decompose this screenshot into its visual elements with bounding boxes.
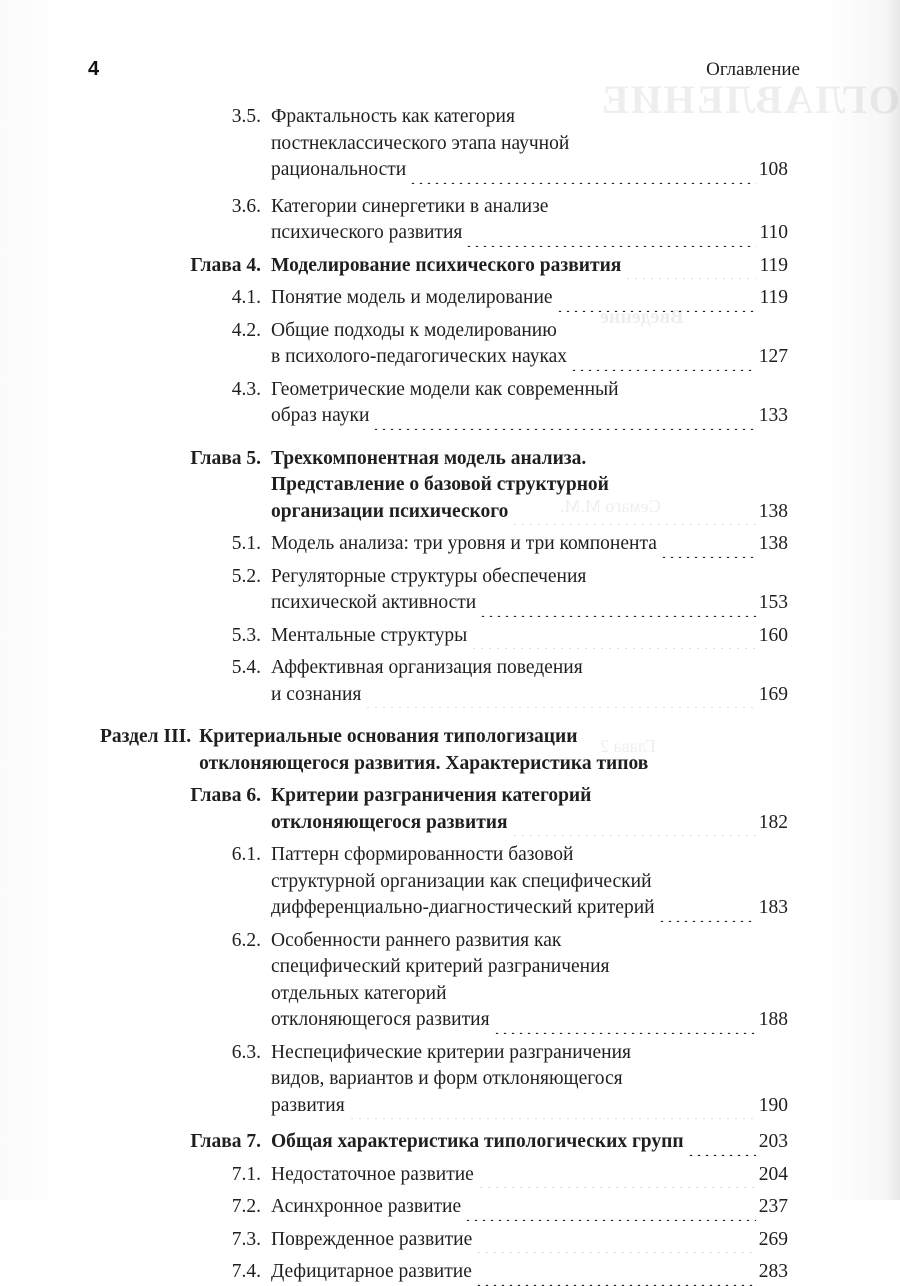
dot-leader [477,1169,756,1189]
entry-number: Глава 6. [190,785,261,806]
page-header [88,58,800,86]
entry-page-number: 160 [758,624,788,646]
entry-title [271,1259,788,1286]
entry-title [271,928,788,1034]
entry-last-line [271,895,788,922]
dot-leader [658,902,756,922]
entry-title [271,623,788,650]
entry-title-line: и сознания [271,683,362,705]
entry-number: 7.1. [231,1163,261,1185]
entry-number: 3.6. [231,195,261,217]
entry-title-line: рациональности [271,159,407,180]
toc-subentry [100,531,788,558]
entry-title-line: дифференциально-диагностический критерий [271,897,655,918]
entry-title-line: развития [271,1094,345,1116]
entry-page-number: 127 [758,346,788,367]
entry-title-line: отклоняющегося развития [271,1009,490,1030]
entry-number: Глава 5. [190,447,261,469]
entry-last-line [271,157,788,184]
entry-page-number: 183 [758,897,788,918]
dot-leader [493,1014,756,1034]
entry-title [271,104,788,184]
entry-number: 6.1. [231,844,261,865]
entry-last-line [271,285,788,312]
entry-title [271,285,788,312]
dot-leader [511,817,756,837]
entry-page-number: 237 [758,1196,788,1217]
entry-number: Глава 7. [190,1131,261,1152]
entry-title-line: структурной организации как специфический [271,870,652,892]
entry-title-line: Трехкомпонентная модель анализа. [271,447,587,469]
entry-spacer [100,430,788,446]
entry-title [271,531,788,558]
toc-subentry [100,655,788,708]
toc-subentry [100,1194,788,1221]
entry-title-line: Общая характеристика типологических групп [271,1131,684,1152]
entry-title-line: Недостаточное развитие [271,1163,474,1185]
entry-last-line [271,1093,788,1120]
entry-title-line: в психолого-педагогических науках [271,346,568,367]
entry-title-line: Критериальные основания типологизации [199,726,578,747]
toc-subentry [100,1227,788,1254]
entry-last-line [271,623,788,650]
entry-title [271,842,788,922]
entry-page-number: 138 [758,533,788,554]
entry-page-number: 133 [758,405,788,426]
entry-page-number: 119 [759,287,788,308]
running-head: Оглавление [706,59,800,80]
entry-last-line [271,1259,788,1286]
entry-number: 7.3. [231,1228,261,1250]
entry-title-line: Регуляторные структуры обеспечения [271,565,587,587]
entry-number: 3.5. [231,106,261,127]
toc-chapter [100,446,788,526]
bleed-line: Введение [600,306,684,328]
entry-title [271,446,788,526]
entry-title [271,1129,788,1156]
dot-leader [465,227,756,247]
entry-page-number: 108 [758,159,788,180]
entry-title [271,1040,788,1120]
entry-last-line [271,682,788,709]
entry-title [271,783,788,836]
entry-title [271,318,788,371]
entry-title-line: Паттерн сформированности базовой [271,844,574,865]
toc-section [100,724,788,777]
entry-title [271,253,788,280]
entry-title [271,655,788,708]
entry-title-line: отдельных категорий [271,982,447,1004]
entry-title-line: Асинхронное развитие [271,1196,462,1217]
entry-title-line: Геометрические модели как современный [271,378,619,400]
entry-last-line [271,810,788,837]
entry-title-line: постнеклассического этапа научной [271,132,570,154]
dot-leader [464,1201,756,1221]
entry-last-line [271,590,788,617]
entry-number: 5.1. [231,533,261,554]
toc-chapter [100,253,788,280]
entry-title-line: отклоняющегося развития [271,811,508,833]
entry-title-line: Фрактальность как категория [271,106,515,127]
entry-title-line: Общие подходы к моделированию [271,319,557,341]
toc-subentry [100,1259,788,1286]
toc-chapter [100,1129,788,1156]
toc-subentry [100,194,788,247]
entry-title-line: Представление о базовой структурной [271,474,609,495]
entry-spacer [100,1119,788,1129]
entry-title-line: видов, вариантов и форм отклоняющегося [271,1068,623,1089]
entry-number: 7.2. [231,1196,261,1217]
dot-leader [475,1266,756,1286]
entry-title-line: Дефицитарное развитие [271,1261,472,1282]
entry-page-number: 203 [758,1131,788,1152]
bleed-title: ОГЛАВЛЕНИЕ [600,77,900,122]
dot-leader [624,260,756,280]
entry-last-line [271,531,788,558]
dot-leader [364,689,755,709]
entry-title [271,1162,788,1189]
dot-leader [475,1234,756,1254]
entry-page-number: 138 [758,500,788,522]
dot-leader [570,351,756,371]
entry-page-number: 182 [758,811,788,833]
entry-page-number: 283 [758,1261,788,1282]
entry-title [199,724,788,777]
entry-last-line [271,1129,788,1156]
dot-leader [479,597,756,617]
entry-page-number: 269 [758,1228,788,1250]
entry-last-line [271,253,788,280]
entry-number: 6.3. [231,1041,261,1063]
entry-number: 5.2. [231,565,261,587]
entry-last-line [271,403,788,430]
entry-number: 5.3. [231,624,261,646]
entry-title-line: психического развития [271,222,463,243]
entry-title-line: образ науки [271,405,370,426]
entry-number: 4.1. [231,287,261,308]
entry-page-number: 119 [759,254,788,276]
entry-number: 5.4. [231,657,261,678]
toc-chapter [100,783,788,836]
entry-title [271,377,788,430]
entry-page-number: 190 [758,1094,788,1116]
toc-subentry [100,318,788,371]
toc-subentry [100,623,788,650]
dot-leader [409,164,756,184]
entry-title [271,1194,788,1221]
entry-last-line [271,344,788,371]
entry-title-line: специфический критерий разграничения [271,956,610,977]
entry-title-line: Неспецифические критерии разграничения [271,1041,631,1063]
entry-number: Глава 4. [190,254,261,276]
table-of-contents [100,104,788,1286]
dot-leader [372,410,755,430]
entry-title-line: Понятие модель и моделирование [271,287,553,308]
page-number: 4 [88,58,100,80]
entry-title [271,564,788,617]
entry-number: 4.3. [231,378,261,400]
toc-subentry [100,564,788,617]
toc-subentry [100,1040,788,1120]
entry-last-line [271,220,788,247]
toc-subentry [100,285,788,312]
entry-title-line: Аффективная организация поведения [271,657,583,678]
entry-title-line: Модель анализа: три уровня и три компонента [271,533,657,554]
entry-title-line: Моделирование психического развития [271,254,622,276]
toc-subentry [100,928,788,1034]
entry-last-line [271,1227,788,1254]
entry-number: 4.2. [231,319,261,341]
entry-page-number: 188 [758,1009,788,1030]
entry-page-number: 110 [759,222,788,243]
entry-title-line: Критерии разграничения категорий [271,785,592,806]
toc-subentry [100,842,788,922]
dot-leader [470,630,756,650]
dot-leader [511,506,755,526]
dot-leader [660,538,756,558]
entry-spacer [100,708,788,724]
dot-leader [348,1100,756,1120]
entry-number: 6.2. [231,929,261,951]
entry-last-line [271,1007,788,1034]
bleed-line: Глава 2 [600,736,656,756]
entry-title-line: Ментальные структуры [271,624,468,646]
entry-page-number: 153 [758,592,788,613]
entry-page-number: 204 [758,1163,788,1185]
toc-subentry [100,104,788,184]
dot-leader [687,1136,756,1156]
toc-subentry [100,377,788,430]
entry-spacer [100,184,788,194]
entry-title [271,1227,788,1254]
entry-title [271,194,788,247]
entry-title-line: организации психического [271,500,509,522]
toc-subentry [100,1162,788,1189]
entry-number: Раздел III. [100,726,192,747]
entry-title-line: отклоняющегося развития. Характеристика типов [199,752,649,774]
entry-number: 7.4. [231,1261,261,1282]
entry-last-line [271,1162,788,1189]
page-edge-shadow [886,0,900,1200]
entry-last-line [271,1194,788,1221]
entry-title-line: Категории синергетики в анализе [271,195,549,217]
entry-title-line: Особенности раннего развития как [271,929,562,951]
entry-page-number: 169 [758,683,788,705]
entry-title-line: психической активности [271,592,477,613]
entry-last-line [271,499,788,526]
entry-title-line: Поврежденное развитие [271,1228,473,1250]
dot-leader [556,292,757,312]
